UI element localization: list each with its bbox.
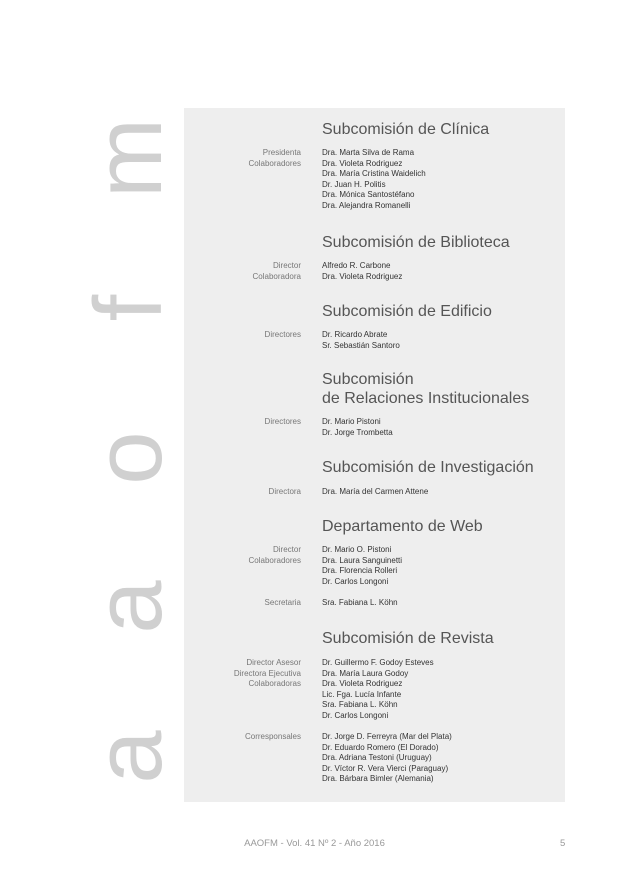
logo-letter-o: o	[75, 430, 182, 485]
roles-column	[245, 732, 301, 743]
roles-column	[265, 598, 301, 609]
roles-column	[269, 487, 301, 498]
roles-column	[265, 330, 301, 341]
role-label: Secretaria	[264, 598, 301, 607]
roles-column	[265, 417, 301, 428]
section-title-line1: Subcomisión	[322, 371, 414, 388]
member-name: Dra. Alejandra Romanelli	[322, 200, 411, 210]
role-label: Colaboradoras	[248, 679, 301, 689]
member-name: Sra. Fabiana L. Köhn	[322, 700, 398, 710]
member-name: Dr. Ricardo Abrate	[322, 330, 388, 339]
member-name: Dra. Adriana Testoni (Uruguay)	[322, 753, 432, 763]
member-name: Dra. Bárbara Bimler (Alemania)	[322, 774, 434, 784]
member-name: Dr. Jorge Trombetta	[322, 427, 393, 437]
member-name: Sr. Sebastián Santoro	[322, 340, 400, 350]
role-label: Director	[272, 261, 301, 270]
member-name: Dra. Marta Silva de Rama	[322, 148, 415, 157]
role-label: Directores	[264, 330, 301, 339]
role-label: Corresponsales	[244, 732, 301, 741]
member-name: Alfredo R. Carbone	[322, 261, 391, 270]
member-name: Dr. Jorge D. Ferreyra (Mar del Plata)	[322, 732, 452, 741]
role-label: Director Asesor	[246, 658, 301, 667]
page-number: 5	[560, 838, 566, 849]
member-name: Dra. María del Carmen Attene	[322, 487, 429, 496]
names-column	[322, 487, 428, 498]
section-title: Subcomisión de Edificio	[322, 303, 492, 320]
member-name: Dr. Juan H. Politis	[322, 179, 386, 189]
member-name: Dr. Mario O. Pistoni	[322, 545, 392, 554]
committee-panel	[184, 108, 565, 802]
roles-column	[234, 658, 301, 690]
logo-letter-f: f	[75, 294, 182, 322]
footer-citation: AAOFM - Vol. 41 Nº 2 - Año 2016	[244, 838, 385, 849]
member-name: Dra. Violeta Rodriguez	[322, 271, 403, 281]
section-title: Subcomisión de Investigación	[322, 459, 534, 476]
names-column	[322, 598, 398, 609]
names-column	[322, 545, 402, 587]
role-label: Presidenta	[262, 148, 301, 157]
roles-column	[253, 261, 301, 282]
section-title: Subcomisión de Clínica	[322, 121, 490, 138]
member-name: Dra. Violeta Rodriguez	[322, 158, 403, 168]
member-name: Lic. Fga. Lucía Infante	[322, 689, 402, 699]
member-name: Dra. Laura Sanguinetti	[322, 555, 403, 565]
role-label: Directora Ejecutiva	[233, 668, 301, 678]
member-name: Dra. María Cristina Waidelich	[322, 169, 426, 179]
role-label: Colaboradores	[248, 158, 301, 168]
member-name: Dra. Florencia Rolleri	[322, 566, 398, 576]
roles-column	[249, 545, 301, 566]
member-name: Dra. Violeta Rodriguez	[322, 679, 403, 689]
member-name: Dra. Mónica Santostéfano	[322, 190, 415, 200]
logo-letter-a2: a	[75, 580, 182, 634]
member-name: Dr. Mario Pistoni	[322, 417, 381, 426]
names-column	[322, 417, 393, 438]
member-name: Dr. Eduardo Romero (El Dorado)	[322, 742, 439, 752]
member-name: Dr. Guillermo F. Godoy Esteves	[322, 658, 434, 667]
section-title: Subcomisión de Revista	[322, 630, 494, 647]
names-column	[322, 148, 426, 212]
names-column	[322, 658, 434, 722]
role-label: Director	[272, 545, 301, 554]
section-title: Subcomisión de Biblioteca	[322, 234, 510, 251]
member-name: Dr. Carlos Longoni	[322, 576, 389, 586]
role-label: Colaboradora	[252, 271, 301, 281]
role-label: Directora	[268, 487, 301, 496]
role-label: Directores	[264, 417, 301, 426]
section-title-line2: de Relaciones Institucionales	[322, 390, 530, 407]
member-name: Dra. María Laura Godoy	[322, 668, 409, 678]
logo-letter-m: m	[75, 118, 182, 198]
vertical-logo	[75, 110, 182, 805]
member-name: Dr. Víctor R. Vera Vierci (Paraguay)	[322, 763, 449, 773]
logo-letter-a1: a	[75, 730, 182, 784]
section-title: Departamento de Web	[322, 518, 483, 535]
member-name: Dr. Carlos Longoni	[322, 710, 389, 720]
names-column	[322, 261, 402, 282]
role-label: Colaboradores	[248, 555, 301, 565]
member-name: Sra. Fabiana L. Köhn	[322, 598, 398, 607]
roles-column	[249, 148, 301, 169]
names-column	[322, 732, 452, 785]
names-column	[322, 330, 400, 351]
